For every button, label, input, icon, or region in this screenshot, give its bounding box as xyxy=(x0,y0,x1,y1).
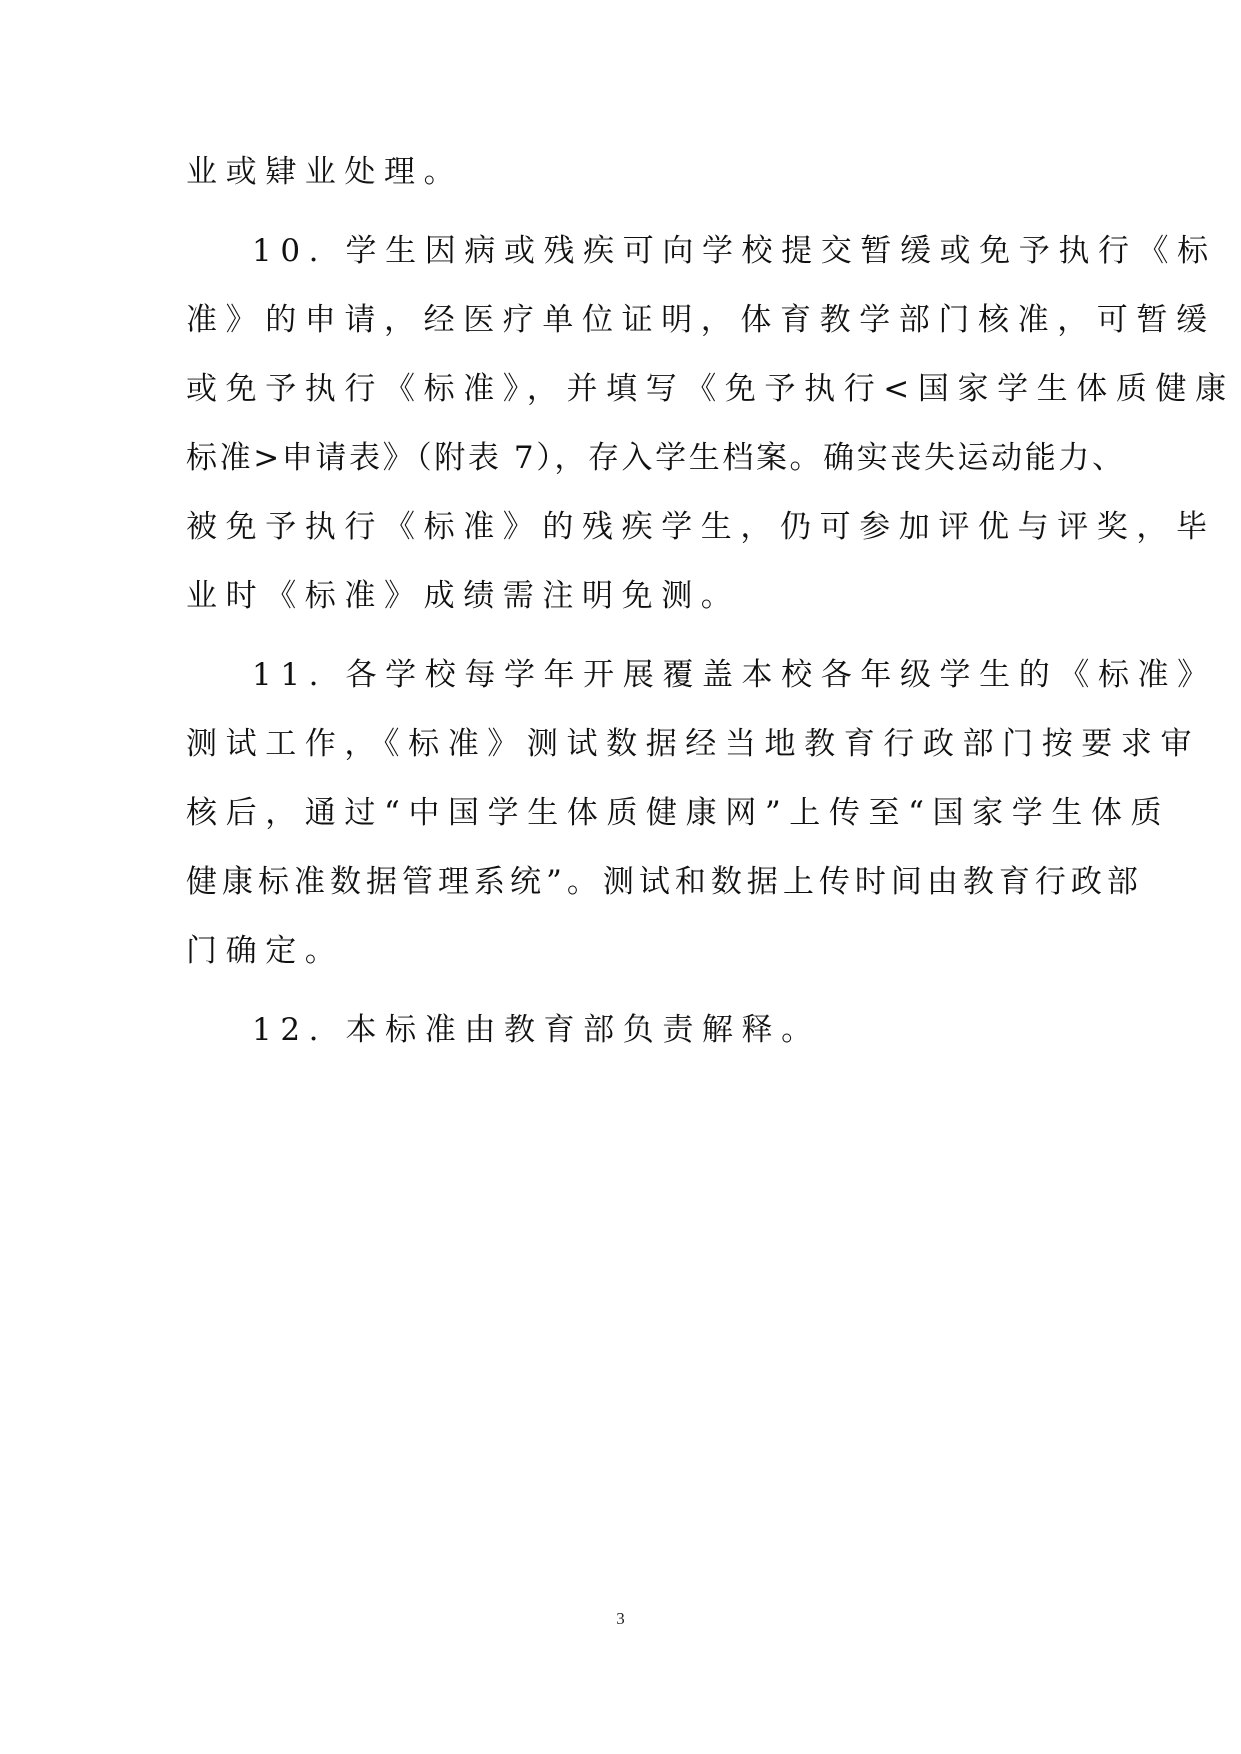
page-number: 3 xyxy=(616,1609,625,1628)
text-line: 健康标准数据管理系统”。测试和数据上传时间由教育行政部 xyxy=(186,864,1143,900)
text-line: 测试工作，《标准》测试数据经当地教育行政部门按要求审 xyxy=(186,726,1201,762)
text-line: 业或肄业处理。 xyxy=(186,154,464,190)
text-line: 准》的申请，经医疗单位证明，体育教学部门核准，可暂缓 xyxy=(186,302,1216,338)
text-line: 核后，通过“中国学生体质健康网”上传至“国家学生体质 xyxy=(186,795,1171,831)
text-line: 12. 本标准由教育部负责解释。 xyxy=(252,1012,821,1048)
text-line: 10. 学生因病或残疾可向学校提交暂缓或免予执行《标 xyxy=(252,233,1217,269)
body-text xyxy=(186,152,1235,1079)
text-line: 11. 各学校每学年开展覆盖本校各年级学生的《标准》 xyxy=(252,657,1217,693)
text-line: 被免予执行《标准》的残疾学生，仍可参加评优与评奖，毕 xyxy=(186,509,1216,545)
text-line: 门确定。 xyxy=(186,933,345,969)
text-line: 或免予执行《标准》，并填写《免予执行<国家学生体质健康 xyxy=(186,371,1235,407)
text-line: 业时《标准》成绩需注明免测。 xyxy=(186,578,741,614)
text-line: 标准>申请表》（附表 7），存入学生档案。确实丧失运动能力、 xyxy=(186,440,1126,476)
